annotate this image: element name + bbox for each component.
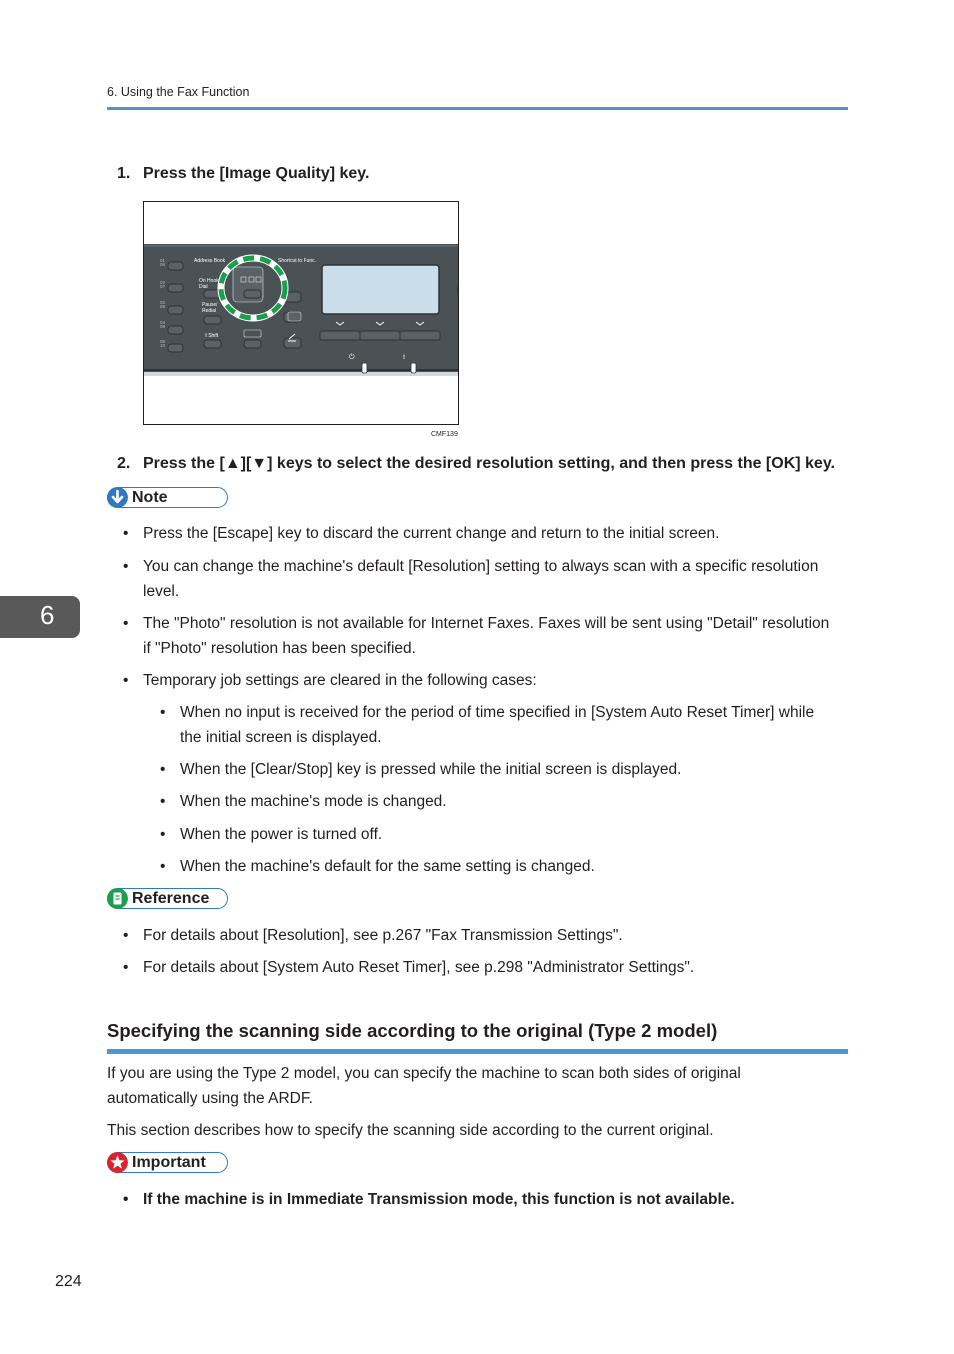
- svg-text:10: 10: [160, 343, 166, 348]
- svg-text:07: 07: [160, 284, 166, 289]
- step-number: 1.: [117, 165, 131, 182]
- header-rule: [107, 107, 848, 110]
- panel-shortcut-label: Shortcut to Func.: [278, 258, 317, 264]
- svg-text:Redial: Redial: [202, 308, 217, 314]
- step-number: 2.: [117, 455, 131, 472]
- note-label: [107, 487, 228, 508]
- reference-label: [107, 888, 228, 909]
- control-panel-illustration: [144, 202, 459, 425]
- section-title: Specifying the scanning side according to the original (Type 2 model): [107, 1020, 718, 1041]
- svg-text:09: 09: [160, 324, 166, 329]
- svg-text:04: 04: [160, 320, 166, 325]
- svg-text:03: 03: [160, 300, 166, 305]
- svg-text:02: 02: [160, 280, 166, 285]
- section-paragraph: This section describes how to specify the scanning side according to the current original.: [107, 1122, 714, 1139]
- panel-address-book-label: Address Book: [194, 258, 226, 264]
- panel-alert-icon: !: [403, 355, 405, 361]
- important-label: [107, 1152, 228, 1173]
- important-label-text: Important: [132, 1154, 206, 1171]
- page-number: 224: [55, 1273, 82, 1290]
- svg-text:Pause/: Pause/: [202, 302, 218, 308]
- panel-power-icon: ⏻: [349, 353, 355, 361]
- step-text: Press the [▲][▼] keys to select the desired resolution setting, and then press the [OK] key.: [143, 455, 835, 472]
- chapter-tab-number: 6: [40, 600, 55, 630]
- svg-text:01: 01: [160, 258, 166, 263]
- svg-text:Dial: Dial: [199, 284, 208, 290]
- important-star-icon: [107, 1152, 128, 1173]
- svg-text:05: 05: [160, 339, 166, 344]
- running-head: 6. Using the Fax Function: [107, 85, 250, 99]
- figure-caption: CMF139: [431, 431, 458, 438]
- note-label-text: Note: [132, 489, 168, 506]
- reference-label-text: Reference: [132, 890, 210, 907]
- svg-text:08: 08: [160, 304, 166, 309]
- step-text: Press the [Image Quality] key.: [143, 165, 370, 182]
- svg-text:06: 06: [160, 262, 166, 267]
- control-panel-figure: [143, 201, 459, 425]
- panel-shift-label: ⇧Shift: [204, 333, 219, 339]
- chapter-tab: [0, 596, 80, 638]
- svg-text:On Hook: On Hook: [199, 278, 219, 284]
- reference-book-icon: [107, 888, 128, 909]
- section-paragraph: If you are using the Type 2 model, you can specify the machine to scan both sides of original automatically using the ARDF.: [107, 1065, 741, 1107]
- section-rule: [107, 1049, 848, 1054]
- note-arrow-icon: [107, 487, 128, 508]
